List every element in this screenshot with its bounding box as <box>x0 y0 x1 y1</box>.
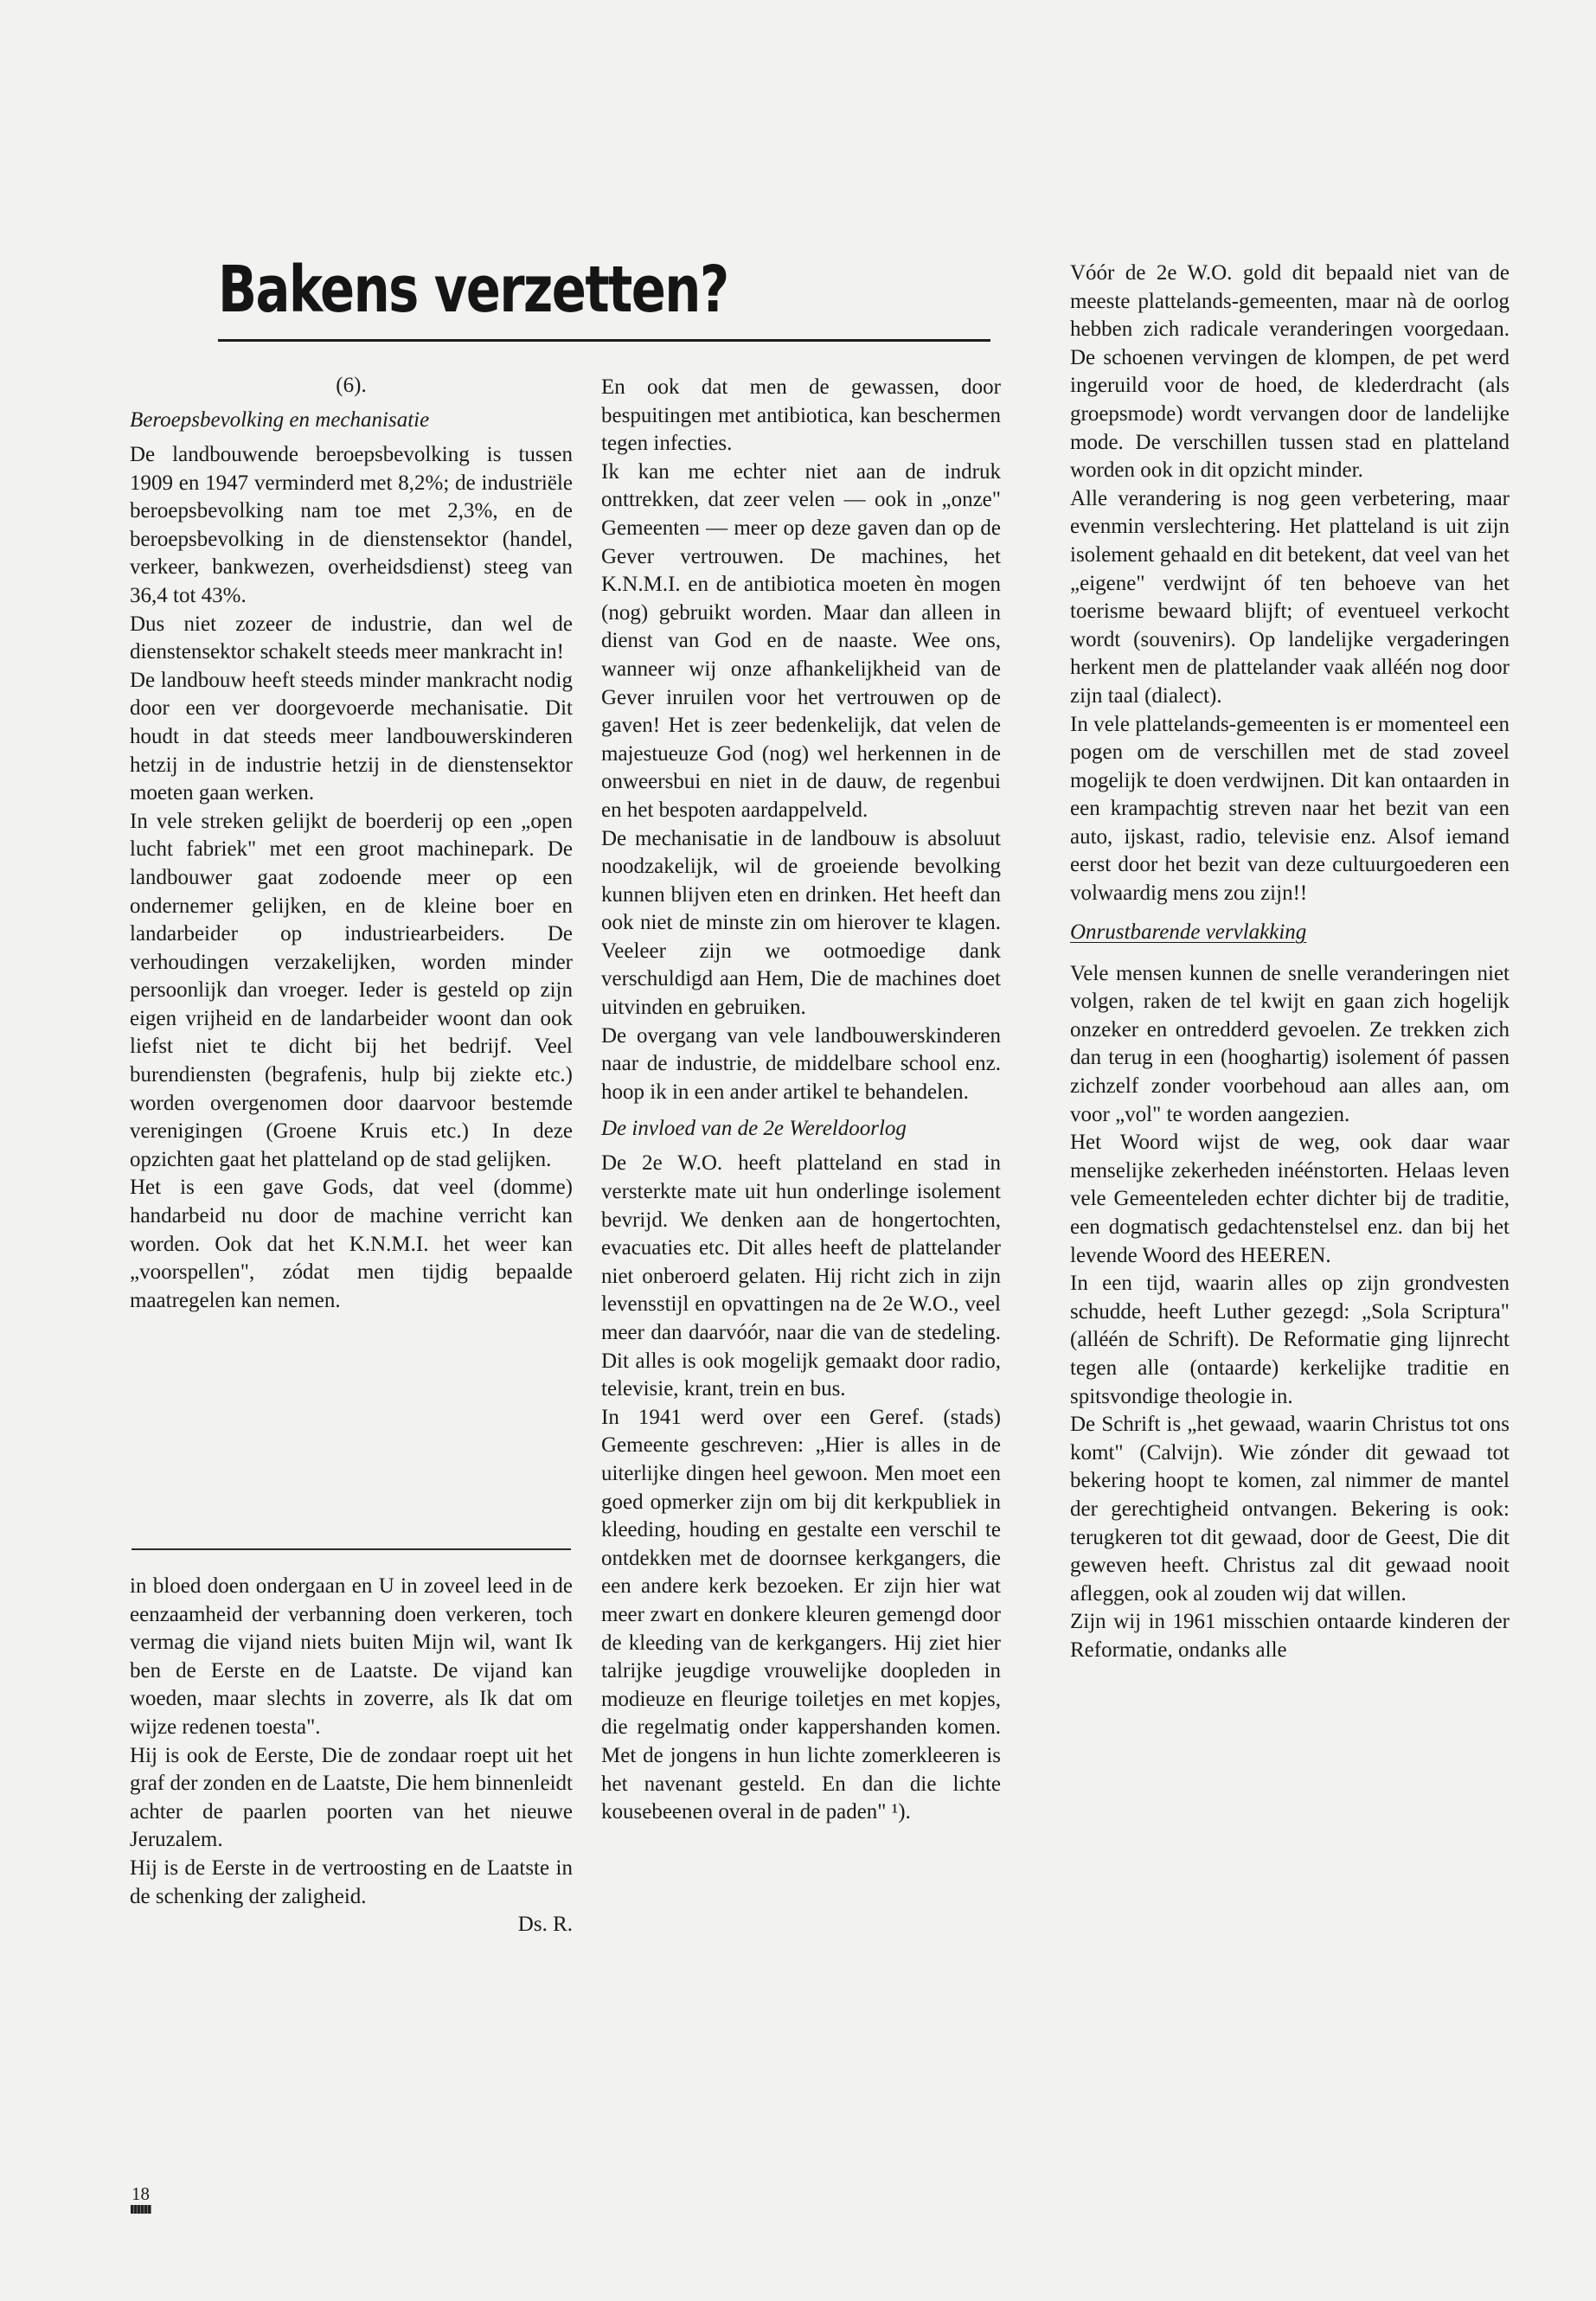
page-number: 18 <box>131 2183 150 2204</box>
paragraph: En ook dat men de gewassen, door bespuitingen met antibiotica, kan beschermen tegen infecties. <box>601 375 1001 456</box>
section-heading-beroepsbevolking: Beroepsbevolking en mechanisatie <box>130 408 430 432</box>
paragraph: in bloed doen ondergaan en U in zoveel leed in de eenzaamheid der verbanning doen verkeren, toch vermag die vijand niets buiten Mijn wil, want Ik ben de Eerste en de Laatste. De vijand kan woeden, maar slechts in zoverre, als Ik dat om wijze redenen toesta". <box>130 1574 573 1739</box>
paragraph: Ik kan me echter niet aan de indruk onttrekken, dat zeer velen — ook in „onze" Gemeenten — meer op deze gaven dan op de Gever vertrouwen. De machines, het K.N.M.I. en de antibiotica moeten èn mogen (nog) gebruikt worden. Maar dan alleen in dienst van God en de naaste. Wee ons, wanneer wij onze afhankelijkheid van de Gever inruilen voor het vertrouwen op de gaven! Het is zeer bedenkelijk, dat velen de majestueuze God (nog) wel herkennen in de onweersbui en niet in de dauw, de regenbui en het bespoten aardappelveld. <box>601 459 1001 822</box>
paragraph: De landbouwende beroepsbevolking is tussen 1909 en 1947 verminderd met 8,2%; de industriële beroepsbevolking nam toe met 2,3%, en de beroepsbevolking in de dienstensektor (handel, verkeer, bankwezen, overheidsdienst) steeg van 36,4 tot 43%. <box>130 443 573 607</box>
paragraph: De Schrift is „het gewaad, waarin Christus tot ons komt" (Calvijn). Wie zónder dit gewaad tot bekering hoopt te komen, zal nimmer de mantel der gerechtigheid ontvangen. Bekering is ook: terugkeren tot dit gewaad, door de Geest, Die dit geweven heeft. Christus zal dit gewaad nooit afleggen, ook al zouden wij dat willen. <box>1070 1413 1509 1606</box>
paragraph: Vele mensen kunnen de snelle veranderingen niet volgen, raken de tel kwijt en gaan zich hogelijk onzeker en ontredderd gevoelen. Ze trekken zich dan terug in een (hooghartig) isolement óf passen zichzelf zonder voorbehoud aan alles aan, om voor „vol" te worden aangezien. <box>1070 961 1509 1126</box>
paragraph: De landbouw heeft steeds minder mankracht nodig door een ver doorgevoerde mechanisatie. Dit houdt in dat steeds meer landbouwerskinderen hetzij in de industrie hetzij in de dienstensektor moeten gaan werken. <box>130 668 573 805</box>
paragraph: Hij is ook de Eerste, Die de zondaar roept uit het graf der zonden en de Laatste, Die hem binnenleidt achter de paarlen poorten van het nieuwe Jeruzalem. <box>130 1743 573 1852</box>
title-rule <box>218 339 990 342</box>
paragraph: Vóór de 2e W.O. gold dit bepaald niet van de meeste plattelands-gemeenten, maar nà de oorlog hebben zich radicale veranderingen voorgedaan. De schoenen vervingen de klompen, de pet werd ingeruild voor de hoed, de klederdracht (als groepsmode) wordt vervangen door de landelijke mode. De verschillen tussen stad en platteland worden ook in dit opzicht minder. <box>1070 261 1509 483</box>
paragraph: Dus niet zozeer de industrie, dan wel de dienstensektor schakelt steeds meer mankracht in! <box>130 612 573 664</box>
paragraph: Alle verandering is nog geen verbetering, maar evenmin verslechtering. Het platteland is uit zijn isolement gehaald en dit betekent, dat veel van het „eigene" verdwijnt óf ten behoeve van het toerisme bewaard blijft; of eventueel verkocht wordt (souvenirs). Op landelijke vergaderingen herkent men de plattelander vaak alléén nog door zijn taal (dialect). <box>1070 486 1509 708</box>
paragraph: De overgang van vele landbouwerskinderen naar de industrie, de middelbare school enz. hoop ik in een ander artikel te behandelen. <box>601 1023 1001 1104</box>
paragraph: De mechanisatie in de landbouw is absoluut noodzakelijk, wil de groeiende bevolking kunnen blijven eten en drinken. Het heeft dan ook niet de minste zin om hierover te klagen. Veeleer zijn we ootmoedige dank verschuldigd aan Hem, Die de machines doet uitvinden en gebruiken. <box>601 826 1001 1020</box>
section-heading-vervlakking: Onrustbarende vervlakking <box>1070 920 1307 944</box>
paragraph: In 1941 werd over een Geref. (stads) Gemeente geschreven: „Hier is alles in de uiterlijke dingen heel gewoon. Men moet een goed opmerker zijn om bij dit kerkpubliek in kleeding, houding en gestalte een verschil te ontdekken met de doornsee kerkgangers, die een andere kerk bezoeken. Er zijn hier wat meer zwart en donkere kleuren gemengd door de kleeding van de kerkgangers. Hij ziet hier talrijke jeugdige vrouwelijke doopleden in modieuze en fleurige toiletjes en met kopjes, die regelmatig onder kappershanden komen. Met de jongens in hun lichte zomerkleeren is het navenant gesteld. En dan die lichte kousebeenen overal in de paden" ¹). <box>601 1405 1001 1824</box>
column-2 <box>601 374 1001 1827</box>
paragraph: In een tijd, waarin alles op zijn grondvesten schudde, heeft Luther gezegd: „Sola Scriptura" (alléén de Schrift). De Reformatie ging lijnrecht tegen alle (ontaarde) kerkelijke traditie en spitsvondige theologie in. <box>1070 1272 1509 1408</box>
paragraph: Het Woord wijst de weg, ook daar waar menselijke zekerheden inéénstorten. Helaas leven vele Gemeenteleden echter dichter bij de traditie, een dogmatisch gedachtenstelsel enz. dan bij het levende Woord des HEEREN. <box>1070 1131 1509 1267</box>
article-title: Bakens verzetten? <box>218 253 728 327</box>
column-1-lower <box>130 1573 573 1939</box>
paragraph: De 2e W.O. heeft platteland en stad in versterkte mate uit hun onderlinge isolement bevrijd. We denken aan de hongertochten, evacuaties etc. Dit alles heeft de plattelander niet onberoerd gelaten. Hij richt zich in zijn levensstijl en opvattingen na de 2e W.O., veel meer dan daarvóór, naar die van de stedeling. Dit alles is ook mogelijk gemaakt door radio, televisie, krant, trein en bus. <box>601 1151 1001 1401</box>
paragraph: Zijn wij in 1961 misschien ontaarde kinderen der Reformatie, ondanks alle <box>1070 1610 1509 1662</box>
paragraph: Hij is de Eerste in de vertroosting en de Laatste in de schenking der zaligheid. <box>130 1856 573 1908</box>
section-heading-wereldoorlog: De invloed van de 2e Wereldoorlog <box>601 1117 907 1141</box>
paragraph: In vele plattelands-gemeenten is er momenteel een pogen om de verschillen met de stad zoveel mogelijk te doen verdwijnen. Dit kan ontaarden in een krampachtig streven naar het bezit van een auto, ijskast, radio, televisie enz. Alsof iemand eerst door het bezit van deze cultuurgoederen een volwaardig mens zou zijn!! <box>1070 712 1509 906</box>
publisher-logo <box>131 2205 151 2214</box>
part-number: (6). <box>336 374 367 397</box>
paragraph: Het is een gave Gods, dat veel (domme) handarbeid nu door de machine verricht kan worden. Ook dat het K.N.M.I. het weer kan „voorspellen", zódat men tijdig bepaalde maatregelen kan nemen. <box>130 1176 573 1312</box>
signature: Ds. R. <box>517 1913 573 1937</box>
column-1 <box>130 372 573 1315</box>
column-separator-rule <box>131 1548 571 1550</box>
column-3 <box>1070 260 1509 1665</box>
paragraph: In vele streken gelijkt de boerderij op een „open lucht fabriek" met een groot machinepark. De landbouwer gaat zodoende meer op een ondernemer gelijken, en de kleine boer en landarbeider op industriearbeiders. De verhoudingen verzakelijken, worden minder persoonlijk dan vroeger. Ieder is gesteld op zijn eigen vrijheid en de landarbeider woont dan ook liefst niet te dicht bij het bedrijf. Veel burendiensten (begrafenis, hulp bij ziekte etc.) worden overgenomen door daarvoor bestemde verenigingen (Groene Kruis etc.) In deze opzichten gaat het platteland op de stad gelijken. <box>130 809 573 1171</box>
